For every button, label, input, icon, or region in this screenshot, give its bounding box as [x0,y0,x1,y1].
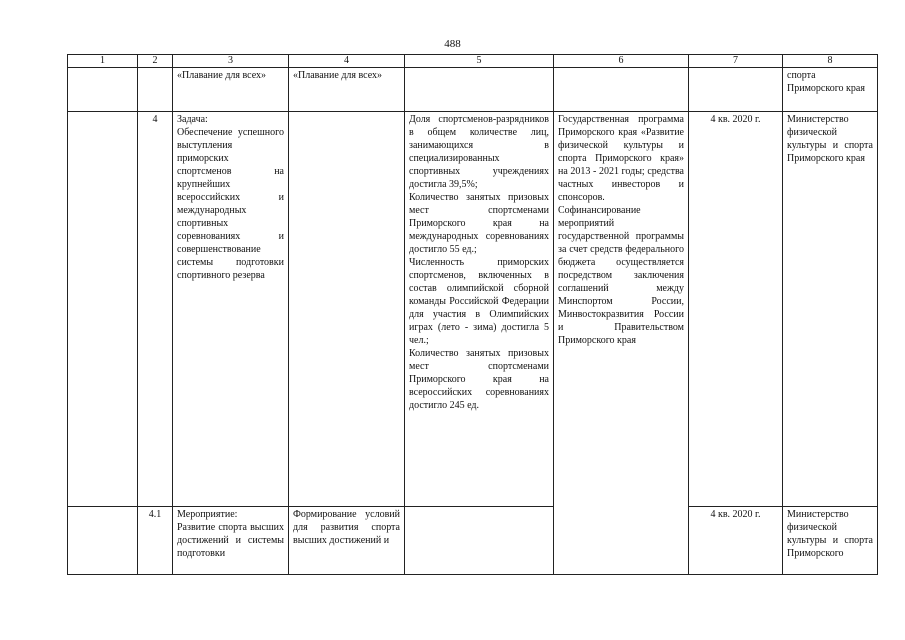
column-number: 7 [689,55,783,68]
column-number-row [68,55,878,68]
column-number: 3 [173,55,289,68]
table-row-continuation [68,68,878,112]
table-row-task [68,112,878,507]
task-cell [173,112,289,507]
event-cell [173,507,289,575]
indicator-text: Доля спортсменов-разрядников в общем количестве лиц, занимающихся в специализированных спортивных учреждениях достигла 39,5%; [409,114,549,190]
responsible-cell: Министерство физической культуры и спорта Приморского [783,507,878,575]
responsible-cell: спорта Приморского края [783,68,878,112]
column-number: 6 [554,55,689,68]
page-number: 488 [444,38,461,50]
column-number: 5 [405,55,554,68]
table-cell [405,507,554,575]
table-cell [138,68,173,112]
event-name-cell: «Плавание для всех» [173,68,289,112]
event-text: Развитие спорта высших достижений и системы подготовки [177,522,284,559]
responsible-cell: Министерство физической культуры и спорта Приморского края [783,112,878,507]
indicator-text: Количество занятых призовых мест спортсменами Приморского края на международных соревнованиях достигло 55 ед.; [409,192,549,255]
funding-text: Государственная программа Приморского края «Развитие физической культуры и спорта Приморского края» на 2013 - 2021 годы; средства частных инвесторов и спонсоров. [558,114,684,203]
expected-result-cell: Формирование условий для развития спорта высших достижений и [289,507,405,575]
task-text: Обеспечение успешного выступления приморских спортсменов на крупнейших всероссийских и международных спортивных соревнованиях и совершенствование системы подготовки спортивного резерва [177,127,284,281]
row-number: 4 [138,112,173,507]
table-row-event [68,507,878,575]
event-heading: Мероприятие: [177,509,238,520]
program-table [67,54,878,575]
funding-text: Софинансирование мероприятий государственной программы за счет средств федерального бюджета осуществляется посредством заключения соглашений между Минспортом России, Минвостокразвития России и Правительством Приморского края [558,205,684,346]
table-cell [68,507,138,575]
table-cell [289,112,405,507]
column-number: 1 [68,55,138,68]
table-cell [68,68,138,112]
indicators-cell [405,112,554,507]
table-cell [68,112,138,507]
task-heading: Задача: [177,114,208,125]
table-cell [554,68,689,112]
row-number: 4.1 [138,507,173,575]
deadline-cell: 4 кв. 2020 г. [689,112,783,507]
expected-result-cell: «Плавание для всех» [289,68,405,112]
table-cell [405,68,554,112]
indicator-text: Количество занятых призовых мест спортсменами Приморского края на всероссийских соревнованиях достигло 245 ед. [409,348,549,411]
deadline-cell: 4 кв. 2020 г. [689,507,783,575]
column-number: 4 [289,55,405,68]
column-number: 8 [783,55,878,68]
indicator-text: Численность приморских спортсменов, включенных в состав олимпийской сборной команды Российской Федерации для участия в Олимпийских играх (лето - зима) достигла 5 чел.; [409,257,549,346]
table-cell [689,68,783,112]
funding-cell [554,112,689,575]
column-number: 2 [138,55,173,68]
